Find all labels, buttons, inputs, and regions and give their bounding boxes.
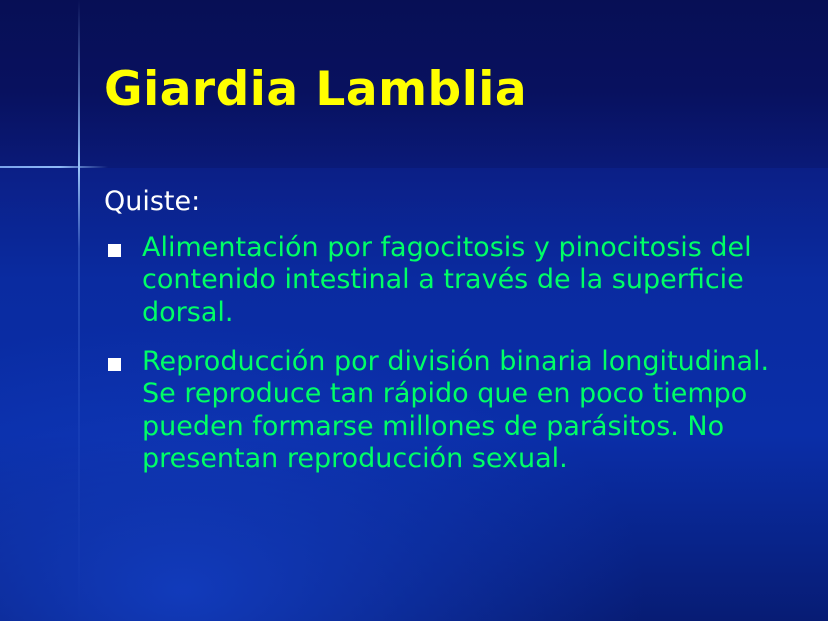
bullet-list — [104, 232, 794, 476]
horizontal-accent-line — [0, 166, 108, 168]
bullet-text: Alimentación por fagocitosis y pinocitosis del contenido intestinal a través de la superficie dorsal. — [142, 231, 752, 328]
slide-title: Giardia Lamblia — [104, 62, 528, 117]
list-item — [104, 346, 794, 476]
slide-body — [104, 186, 794, 493]
body-lead-text: Quiste: — [104, 186, 201, 217]
vertical-accent-line — [78, 0, 80, 621]
square-bullet-icon — [108, 358, 121, 371]
bullet-text: Reproducción por división binaria longitudinal. Se reproduce tan rápido que en poco tiempo pueden formarse millones de parásitos. No presentan reproducción sexual. — [142, 346, 770, 475]
square-bullet-icon — [108, 244, 121, 257]
list-item — [104, 232, 794, 329]
